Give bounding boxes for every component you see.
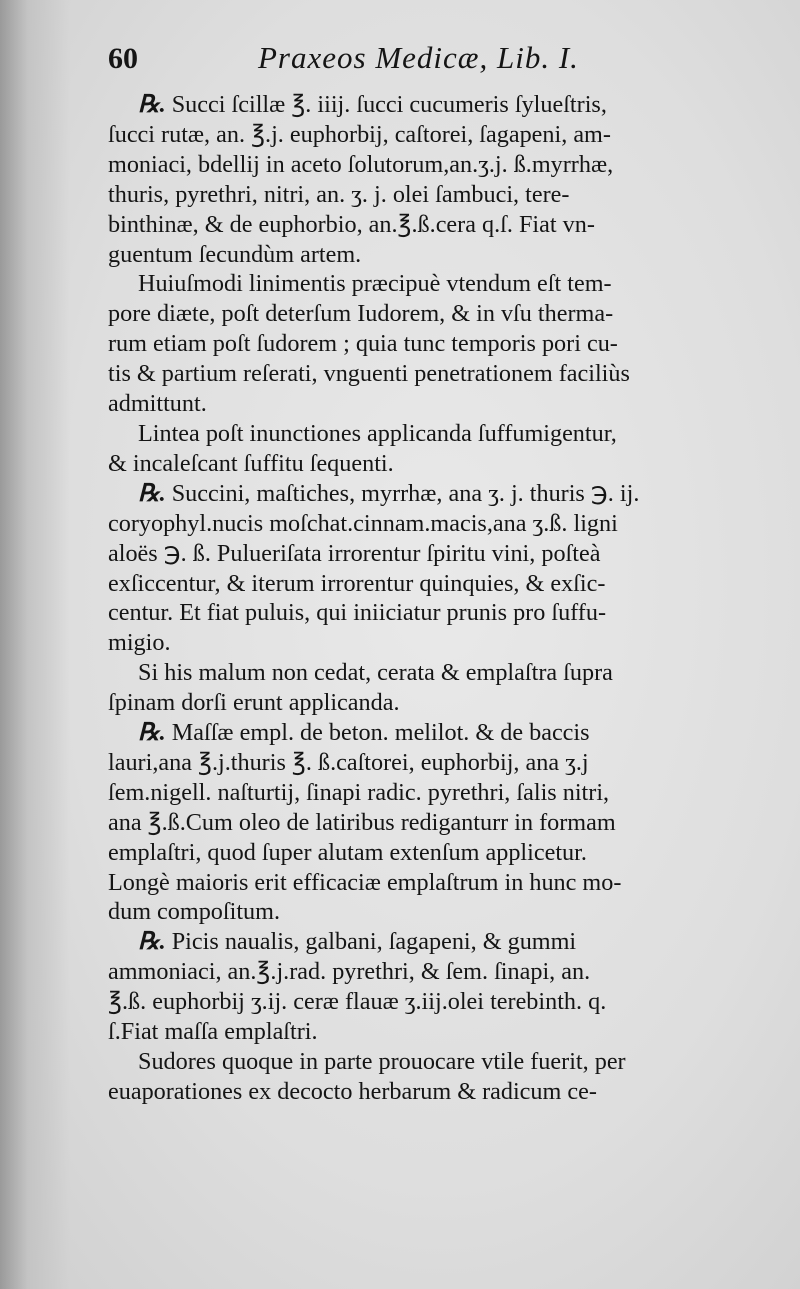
text-line: lauri,ana ℥.j.thuris ℥. ß.caſtorei, euphorbij, ana ʒ.j — [108, 748, 589, 776]
text-line: pore diæte, poſt deterſum Iudorem, & in vſu therma- — [108, 300, 614, 328]
recipe-symbol: ℞. — [138, 928, 166, 956]
text-line: & incaleſcant ſuffitu ſequenti. — [108, 449, 394, 477]
text-paragraph — [108, 1047, 764, 1107]
text-line: ammoniaci, an.℥.j.rad. pyrethri, & ſem. ſinapi, an. — [108, 958, 591, 986]
text-line: Si his malum non cedat, cerata & emplaſtra ſupra — [138, 659, 613, 687]
text-line: coryophyl.nucis moſchat.cinnam.macis,ana ʒ.ß. ligni — [108, 509, 618, 537]
text-line: euaporationes ex decocto herbarum & radicum ce- — [108, 1077, 597, 1105]
text-line: Lintea poſt inunctiones applicanda ſuffumigentur, — [138, 419, 617, 447]
text-line: emplaſtri, quod ſuper alutam extenſum applicetur. — [108, 838, 587, 866]
text-line: ſucci rutæ, an. ℥.j. euphorbij, caſtorei, ſagapeni, am- — [108, 120, 611, 148]
text-line: tis & partium reſerati, vnguenti penetrationem faciliùs — [108, 360, 630, 388]
page-header — [108, 40, 764, 88]
text-line: ℞. Picis naualis, galbani, ſagapeni, & gummi — [138, 928, 577, 956]
recipe-paragraph — [108, 718, 764, 927]
text-line: rum etiam poſt ſudorem ; quia tunc temporis pori cu- — [108, 330, 618, 358]
text-paragraph — [108, 269, 764, 419]
recipe-paragraph — [108, 479, 764, 658]
text-line: ſ.Fiat maſſa emplaſtri. — [108, 1018, 318, 1046]
text-line: centur. Et fiat puluis, qui iniiciatur prunis pro ſuffu- — [108, 599, 606, 627]
text-line: migio. — [108, 629, 171, 657]
text-line: ℞. Maſſæ empl. de beton. melilot. & de baccis — [138, 719, 590, 747]
text-paragraph — [108, 658, 764, 718]
text-line: ana ℥.ß.Cum oleo de latiribus rediganturr in formam — [108, 808, 616, 836]
recipe-paragraph — [108, 90, 764, 269]
text-line: ℞. Succi ſcillæ ℥. iiij. ſucci cucumeris ſylueſtris, — [138, 91, 607, 118]
text-line: dum compoſitum. — [108, 898, 280, 926]
recipe-paragraph — [108, 927, 764, 1047]
text-line: ℞. Succini, maſtiches, myrrhæ, ana ʒ. j. thuris ℈. ij. — [138, 479, 640, 507]
text-line: thuris, pyrethri, nitri, an. ʒ. j. olei ſambuci, tere- — [108, 180, 570, 208]
text-line: aloës ℈. ß. Pulueriſata irrorentur ſpiritu vini, poſteà — [108, 539, 601, 567]
text-line: ſpinam dorſi erunt applicanda. — [108, 689, 400, 717]
text-line: ℥.ß. euphorbij ʒ.ij. ceræ flauæ ʒ.iij.olei terebinth. q. — [108, 988, 607, 1016]
gutter-shadow — [0, 0, 70, 1289]
recipe-symbol: ℞. — [138, 479, 166, 507]
text-line: guentum ſecundùm artem. — [108, 240, 362, 268]
running-title: Praxeos Medicæ, Lib. I. — [258, 40, 579, 75]
text-line: admittunt. — [108, 390, 207, 418]
recipe-symbol: ℞. — [138, 719, 166, 747]
recipe-symbol: ℞. — [138, 91, 166, 118]
text-paragraph — [108, 419, 764, 479]
text-line: Longè maioris erit efficaciæ emplaſtrum in hunc mo- — [108, 868, 622, 896]
text-block — [108, 90, 764, 1107]
text-line: moniaci, bdellij in aceto ſolutorum,an.ʒ.j. ß.myrrhæ, — [108, 150, 614, 178]
text-line: Huiuſmodi linimentis præcipuè vtendum eſt tem- — [138, 270, 612, 298]
text-line: Sudores quoque in parte prouocare vtile fuerit, per — [138, 1048, 626, 1075]
text-line: exſiccentur, & iterum irrorentur quinquies, & exſic- — [108, 569, 606, 597]
text-line: ſem.nigell. naſturtij, ſinapi radic. pyrethri, ſalis nitri, — [108, 778, 610, 806]
page-number: 60 — [108, 42, 138, 75]
text-line: binthinæ, & de euphorbio, an.℥.ß.cera q.ſ. Fiat vn- — [108, 210, 595, 238]
